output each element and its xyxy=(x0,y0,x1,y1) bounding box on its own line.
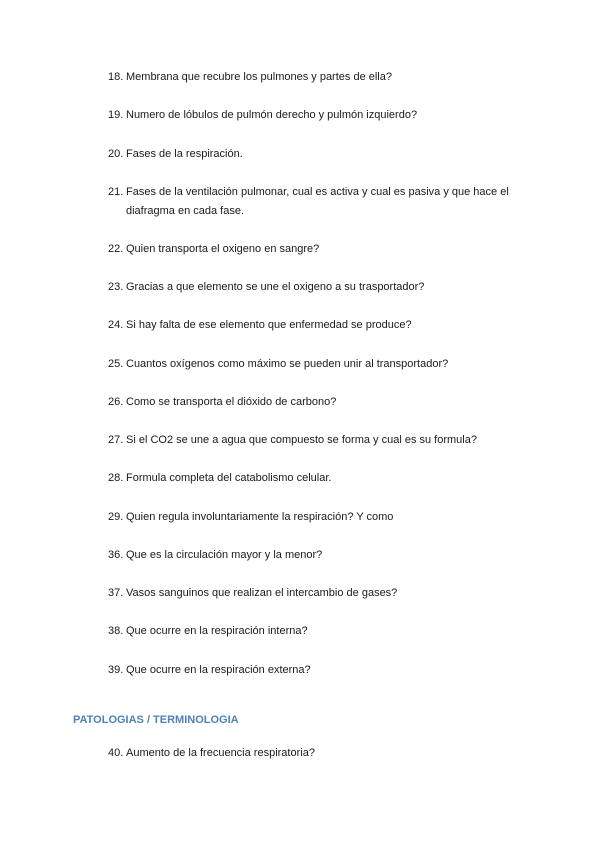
question-20 xyxy=(108,145,518,164)
question-27 xyxy=(108,431,518,450)
question-text: Aumento de la frecuencia respiratoria? xyxy=(126,747,315,759)
question-text: Quien regula involuntariamente la respiración? Y como xyxy=(126,511,394,523)
question-number: 27. xyxy=(108,434,124,446)
question-text: Numero de lóbulos de pulmón derecho y pulmón izquierdo? xyxy=(126,109,418,121)
question-number: 28. xyxy=(108,472,124,484)
question-18 xyxy=(108,68,518,87)
question-28 xyxy=(108,469,518,488)
question-number: 24. xyxy=(108,319,124,331)
question-text: Gracias a que elemento se une el oxigeno a su trasportador? xyxy=(126,281,425,293)
question-number: 38. xyxy=(108,625,124,637)
question-number: 22. xyxy=(108,243,124,255)
question-24 xyxy=(108,316,518,335)
question-text: Fases de la ventilación pulmonar, cual es activa y cual es pasiva y que hace el diafragma en cada fase. xyxy=(126,186,509,217)
question-number: 18. xyxy=(108,71,124,83)
question-number: 26. xyxy=(108,396,124,408)
question-38 xyxy=(108,622,518,641)
question-22 xyxy=(108,240,518,259)
question-text: Fases de la respiración. xyxy=(126,148,243,160)
question-text: Quien transporta el oxigeno en sangre? xyxy=(126,243,320,255)
question-text: Que ocurre en la respiración externa? xyxy=(126,664,311,676)
question-40 xyxy=(108,744,518,763)
question-37 xyxy=(108,584,518,603)
question-text: Que es la circulación mayor y la menor? xyxy=(126,549,323,561)
question-number: 21. xyxy=(108,186,124,198)
question-number: 20. xyxy=(108,148,124,160)
question-19 xyxy=(108,106,518,125)
question-number: 23. xyxy=(108,281,124,293)
question-text: Cuantos oxígenos como máximo se pueden unir al transportador? xyxy=(126,358,449,370)
question-text: Formula completa del catabolismo celular. xyxy=(126,472,332,484)
question-number: 37. xyxy=(108,587,124,599)
section-heading: PATOLOGIAS / TERMINOLOGIA xyxy=(73,714,239,726)
question-39 xyxy=(108,661,518,680)
question-23 xyxy=(108,278,518,297)
question-text: Membrana que recubre los pulmones y partes de ella? xyxy=(126,71,392,83)
question-number: 40. xyxy=(108,747,124,759)
question-number: 36. xyxy=(108,549,124,561)
question-21 xyxy=(108,183,518,221)
question-number: 39. xyxy=(108,664,124,676)
question-25 xyxy=(108,355,518,374)
question-text: Si hay falta de ese elemento que enfermedad se produce? xyxy=(126,319,412,331)
question-text: Si el CO2 se une a agua que compuesto se forma y cual es su formula? xyxy=(126,434,477,446)
question-26 xyxy=(108,393,518,412)
question-number: 29. xyxy=(108,511,124,523)
question-36 xyxy=(108,546,518,565)
question-number: 25. xyxy=(108,358,124,370)
question-number: 19. xyxy=(108,109,124,121)
question-text: Vasos sanguinos que realizan el intercambio de gases? xyxy=(126,587,398,599)
question-text: Como se transporta el dióxido de carbono? xyxy=(126,396,337,408)
question-text: Que ocurre en la respiración interna? xyxy=(126,625,308,637)
question-29 xyxy=(108,508,518,527)
